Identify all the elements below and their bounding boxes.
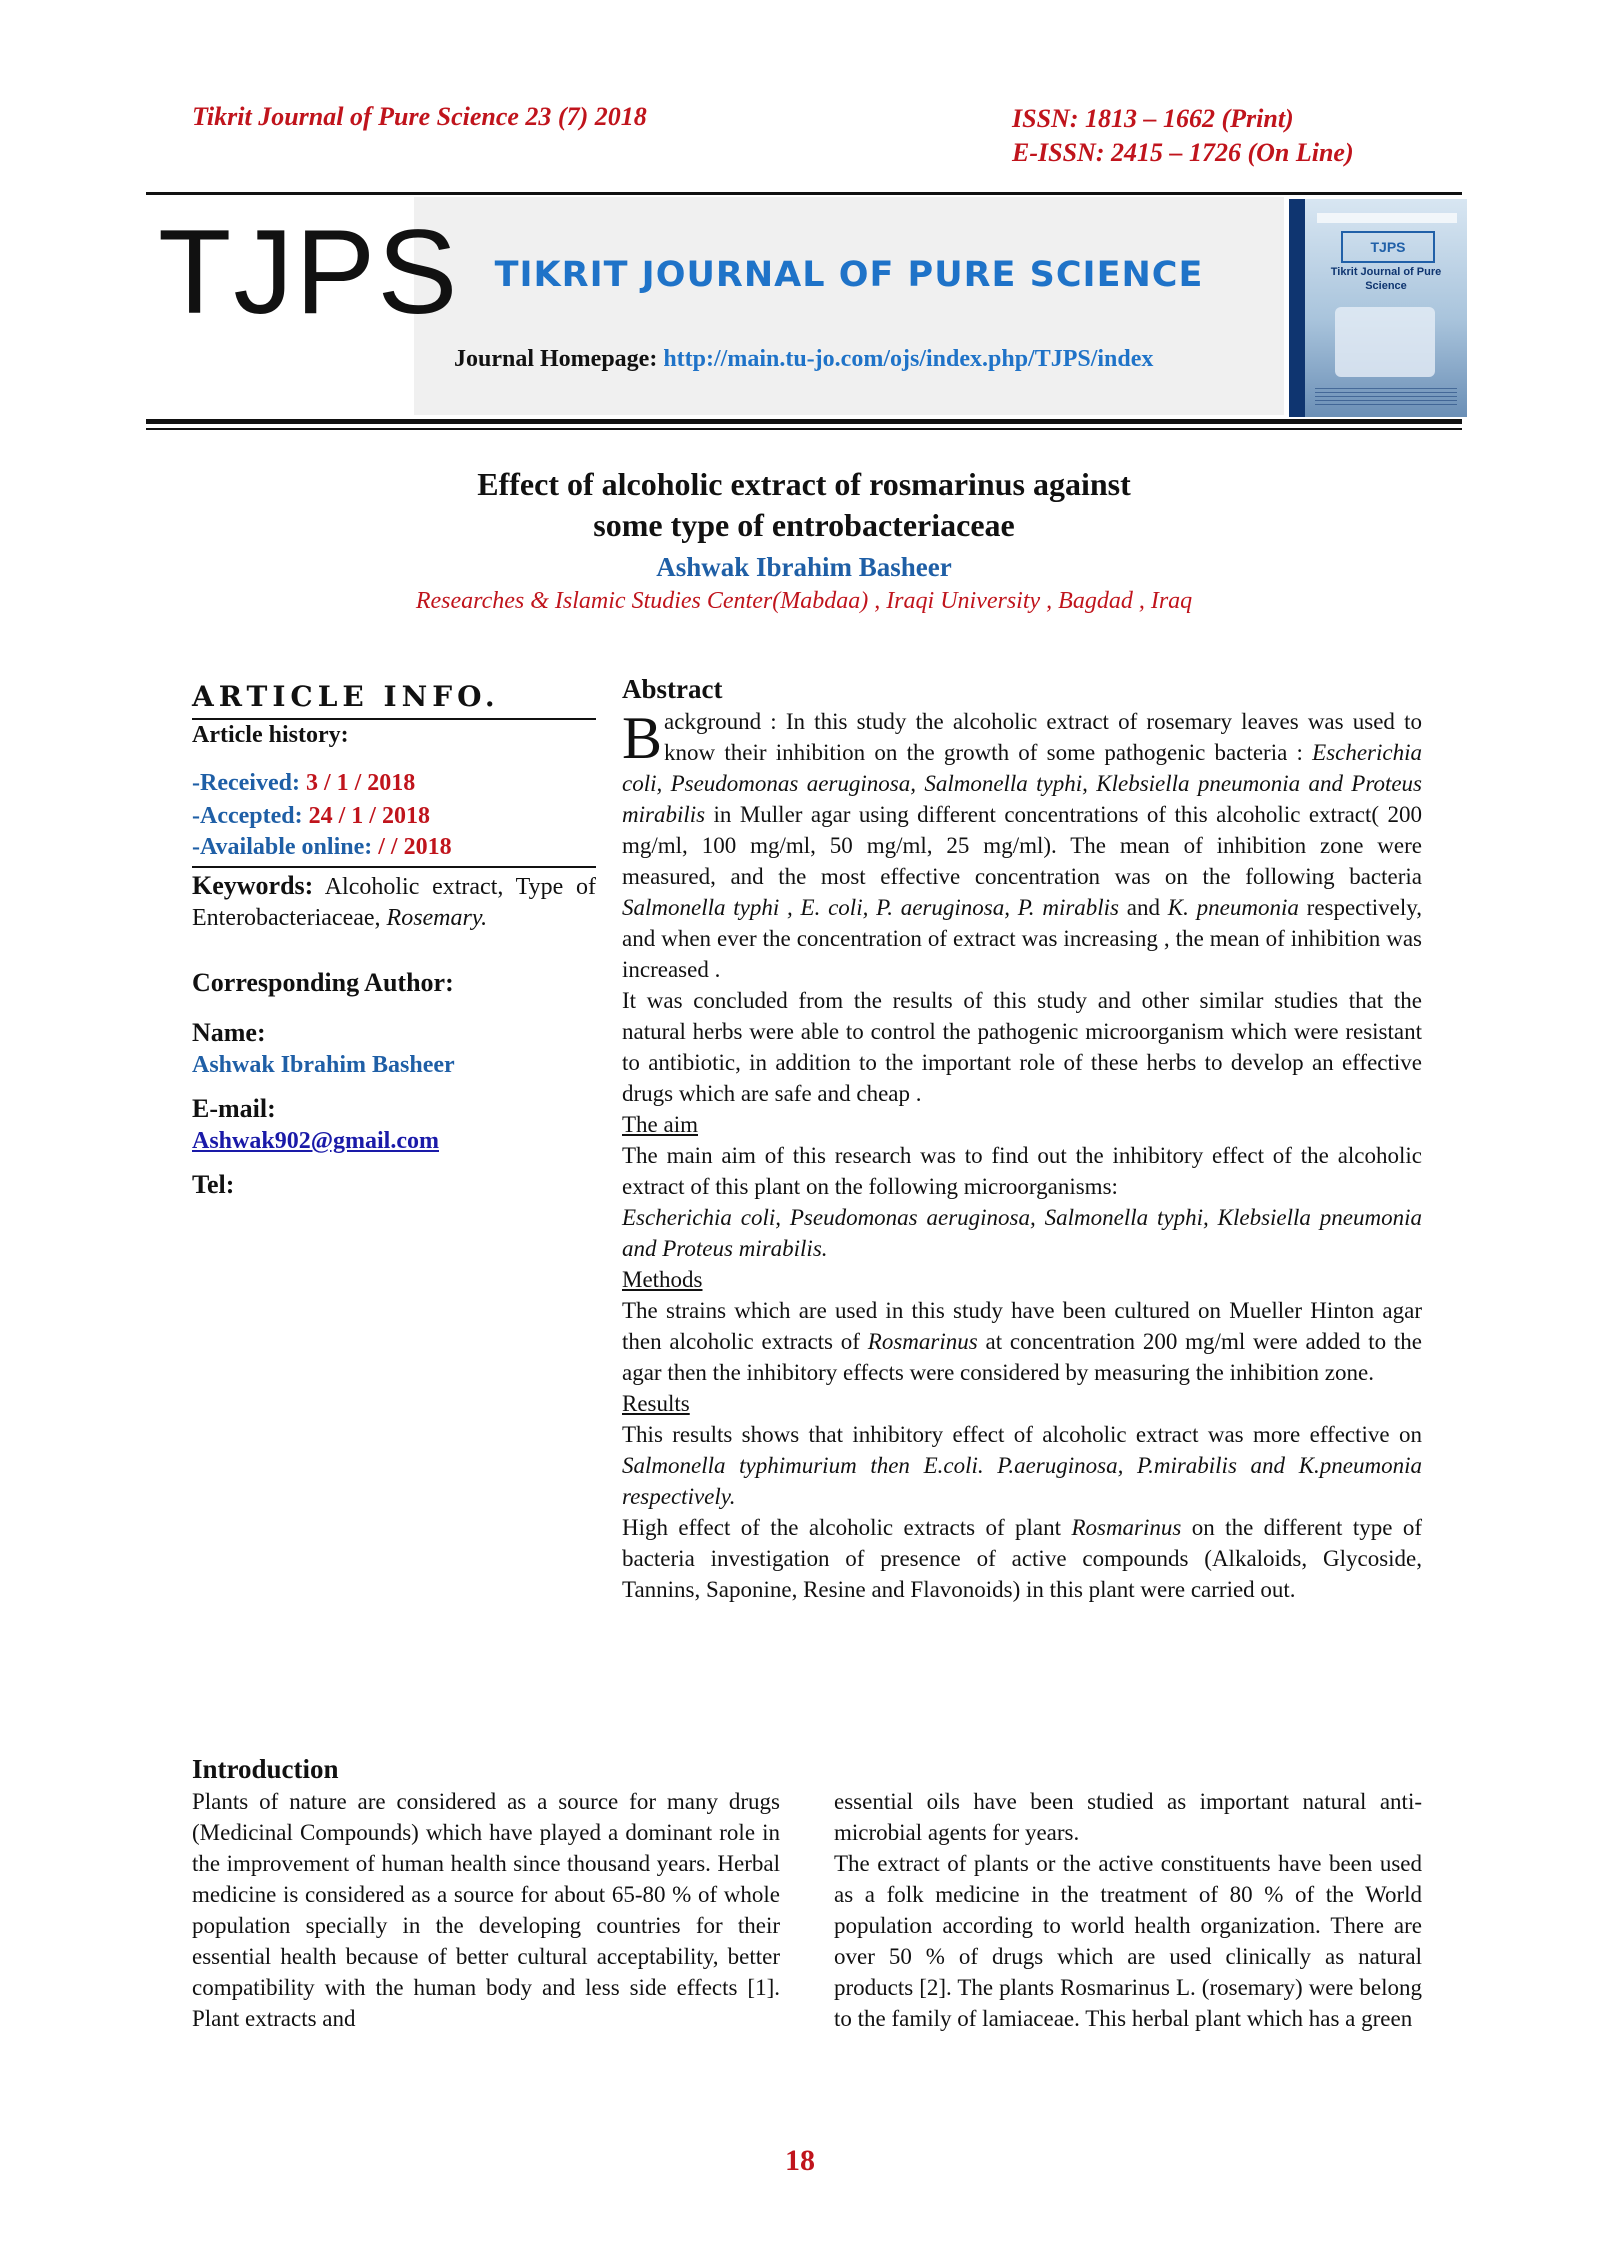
abstract-text: The strains which are used in this study have been cultured on Mueller Hinton agar then alcoholic extracts of [622, 1298, 1422, 1354]
results-text-2 [622, 1512, 1422, 1605]
received-label: -Received: [192, 770, 300, 796]
intro-paragraph: The extract of plants or the active constituents have been used as a folk medicine in the treatment of 80 % of the World population according to world health organization. There are over 50 % of drugs which are used clinically as natural products [2]. The plants Rosmarinus L. (rosemary) were belong to the family of lamiaceae. This herbal plant which has a green [834, 1851, 1422, 2031]
abstract-heading: Abstract [622, 674, 723, 704]
accepted-date [192, 803, 430, 830]
homepage-label: Journal Homepage: [454, 346, 658, 372]
running-header-journal: Tikrit Journal of Pure Science 23 (7) 2018 [192, 102, 647, 131]
abstract-text: This results shows that inhibitory effect of alcoholic extract was more effective on [622, 1422, 1422, 1447]
keywords-rule [192, 866, 596, 868]
cover-emblem [1335, 307, 1435, 377]
cover-title: Tikrit Journal of Pure Science [1330, 266, 1442, 292]
author-email-link[interactable]: Ashwak902@gmail.com [192, 1128, 439, 1154]
species-name: K. pneumonia [1167, 895, 1299, 920]
journal-name: TIKRIT JOURNAL OF PURE SCIENCE [494, 255, 1204, 295]
aim-text [622, 1140, 1422, 1264]
abstract-text: High effect of the alcoholic extracts of plant [622, 1515, 1062, 1540]
issn-online: E-ISSN: 2415 – 1726 (On Line) [1012, 138, 1354, 167]
keywords-italic: Rosemary. [386, 905, 488, 931]
abstract-background [622, 706, 1422, 985]
available-value: / / 2018 [378, 834, 452, 860]
introduction-right-column [834, 1786, 1422, 2034]
article-title: Effect of alcoholic extract of rosmarinus against some type of entrobacteriaceae [477, 466, 1131, 543]
accepted-label: -Accepted: [192, 803, 303, 829]
article-history-label: Article history: [192, 722, 349, 748]
name-label: Name: [192, 1018, 266, 1047]
article-info-rule [192, 718, 596, 720]
abstract-body [622, 706, 1422, 1605]
dropcap: B [622, 705, 663, 771]
available-date [192, 834, 452, 861]
article-info-heading: ARTICLE INFO. [192, 680, 500, 713]
keywords-text: Alcoholic extract, Type of Enterobacteriaceae, [192, 874, 596, 931]
cover-footer-lines [1315, 385, 1457, 405]
journal-homepage [454, 346, 1153, 373]
methods-heading: Methods [622, 1267, 703, 1292]
journal-cover-image [1289, 199, 1467, 417]
homepage-link[interactable]: http://main.tu-jo.com/ojs/index.php/TJPS/index [663, 346, 1154, 372]
banner-background [414, 197, 1284, 415]
aim-heading: The aim [622, 1112, 698, 1137]
email-label: E-mail: [192, 1094, 276, 1123]
banner-bottom-rule [146, 419, 1462, 424]
species-list: Escherichia coli, Pseudomonas aeruginosa, Salmonella typhi, Klebsiella pneumonia and Proteus mirabilis. [622, 1205, 1422, 1261]
issn-print: ISSN: 1813 – 1662 (Print) [1012, 104, 1294, 133]
page-number: 18 [785, 2144, 815, 2177]
article-author: Ashwak Ibrahim Basheer [656, 552, 952, 582]
keywords [192, 870, 596, 934]
abstract-text: on the different type of bacteria investigation of presence of active compounds (Alkaloids, Glycoside, Tannins, Saponine, Resine and Flavonoids) in this plant were carried out. [622, 1515, 1423, 1602]
cover-badge: TJPS [1341, 231, 1435, 263]
abstract-text: respectively, and when ever the concentration of extract was increasing , the mean of inhibition was increased . [622, 895, 1423, 982]
corresponding-author-label: Corresponding Author: [192, 968, 454, 997]
species-name: Rosmarinus [867, 1329, 978, 1354]
species-list: Salmonella typhi , E. coli, P. aeruginosa, P. mirablis [622, 895, 1120, 920]
journal-logo: TJPS [158, 205, 460, 339]
abstract-text: in Muller agar using different concentrations of this alcoholic extract( 200 mg/ml, 100 mg/ml, 50 mg/ml, 25 mg/ml). The mean of inhibition zone were measured, and the most effective concentration was on the following bacteria [622, 802, 1422, 889]
banner-top-rule [146, 192, 1462, 195]
abstract-text: and [1126, 895, 1161, 920]
species-list: Escherichia coli, Pseudomonas aeruginosa, Salmonella typhi, Klebsiella pneumonia and Proteus mirabilis [622, 740, 1422, 827]
keywords-label: Keywords: [192, 871, 314, 900]
abstract-text: ackground : In this study the alcoholic extract of rosemary leaves was used to know their inhibition on the growth of some pathogenic bacteria : [664, 709, 1422, 765]
species-name: Rosmarinus [1071, 1515, 1182, 1540]
intro-paragraph: essential oils have been studied as important natural anti- microbial agents for years. [834, 1789, 1422, 1845]
introduction-left-column: Plants of nature are considered as a source for many drugs (Medicinal Compounds) which have played a dominant role in the improvement of human health since thousand years. Herbal medicine is considered as a source for about 65-80 % of whole population specially in the developing countries for their essential health because of better cultural acceptability, better compatibility with the human body and less side effects [1]. Plant extracts and [192, 1789, 780, 2031]
abstract-text: The main aim of this research was to find out the inhibitory effect of the alcoholic extract of this plant on the following microorganisms: [622, 1143, 1422, 1199]
article-affiliation: Researches & Islamic Studies Center(Mabdaa) , Iraqi University , Bagdad , Iraq [415, 588, 1193, 614]
methods-text [622, 1295, 1422, 1388]
banner-bottom-rule-thin [146, 428, 1462, 430]
cover-strip [1317, 213, 1457, 223]
abstract-conclusion: It was concluded from the results of this study and other similar studies that the natural herbs were able to control the pathogenic microorganism which were resistant to antibiotic, in addition to the important role of these herbs to develop an effective drugs which are safe and cheap . [622, 988, 1422, 1106]
results-text [622, 1419, 1422, 1512]
received-date [192, 770, 415, 797]
accepted-value: 24 / 1 / 2018 [308, 803, 430, 829]
author-name: Ashwak Ibrahim Basheer [192, 1052, 455, 1078]
abstract-text: at concentration 200 mg/ml were added to the agar then the inhibitory effects were considered by measuring the inhibition zone. [622, 1329, 1423, 1385]
available-label: -Available online: [192, 834, 373, 860]
received-value: 3 / 1 / 2018 [305, 770, 416, 796]
tel-label: Tel: [192, 1170, 235, 1199]
running-header-issn [1012, 102, 1354, 170]
results-heading: Results [622, 1391, 690, 1416]
species-list: Salmonella typhimurium then E.coli. P.aeruginosa, P.mirabilis and K.pneumonia respectively. [622, 1453, 1422, 1509]
introduction-heading: Introduction [192, 1754, 339, 1784]
